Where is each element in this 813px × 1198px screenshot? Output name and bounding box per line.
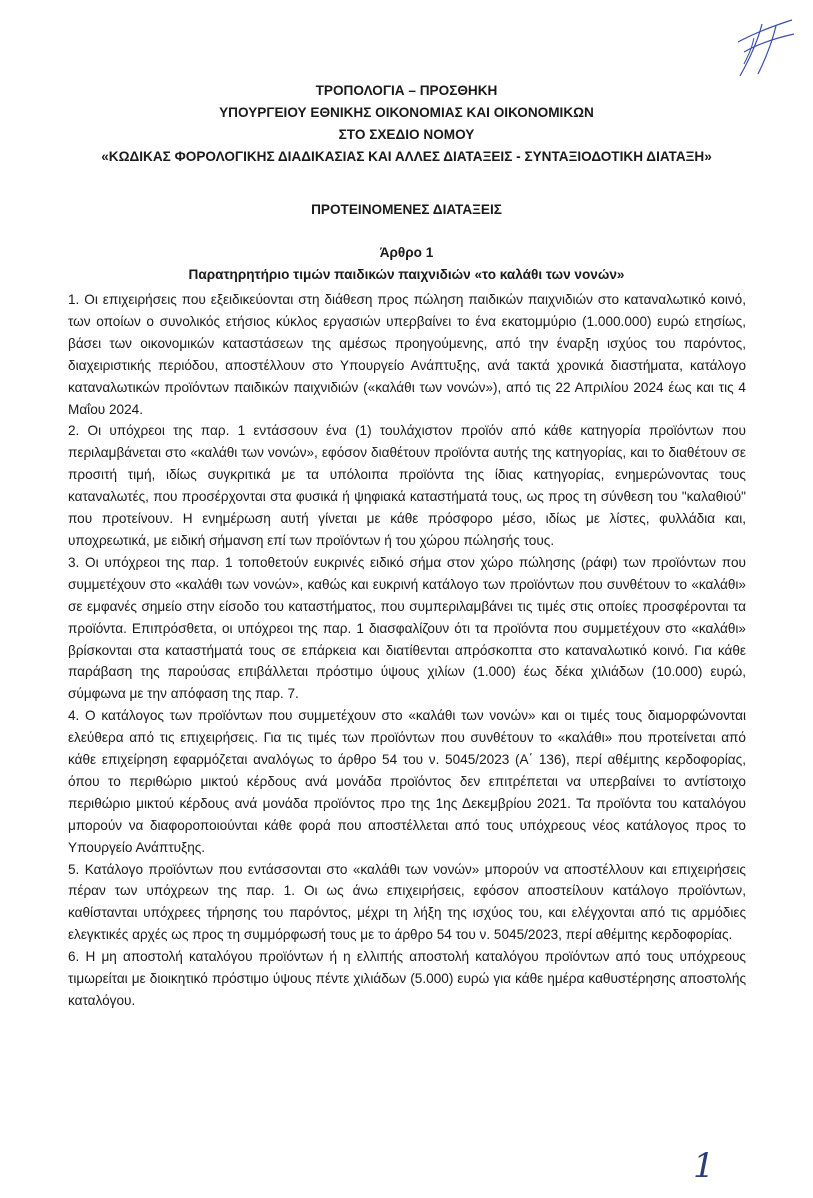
article-title: Παρατηρητήριο τιμών παιδικών παιχνιδιών «το καλάθι των νονών» xyxy=(188,267,625,282)
paragraph-2: 2. Οι υπόχρεοι της παρ. 1 εντάσσουν ένα (1) τουλάχιστον προϊόν από κάθε κατηγορία προϊόντων που περιλαμβάνεται στο «καλάθι των νονών», εφόσον διαθέτουν προϊόντα αυτής της κατηγορίας, και το διαθέτουν σε προσιτή τιμή, ιδίως συγκριτικά με τα υπόλοιπα προϊόντα της ίδιας κατηγορίας, ενημερώνοντας τους καταναλωτές, που προσέρχονται στα φυσικά ή ψηφιακά καταστήματά τους, ως προς τη σύνθεση του "καλαθιού" που προτείνουν. Η ενημέρωση αυτή γίνεται με κάθε πρόσφορο μέσο, ιδίως με λίστες, φυλλάδια και, υποχρεωτικά, με ειδική σήμανση επί των προϊόντων ή του χώρου πώλησής τους. xyxy=(68,423,746,548)
paragraph-3: 3. Οι υπόχρεοι της παρ. 1 τοποθετούν ευκρινές ειδικό σήμα στον χώρο πώλησης (ράφι) των προϊόντων που συμμετέχουν στο «καλάθι των νονών», καθώς και ευκρινή κατάλογο των προϊόντων που συνθέτουν το «καλάθι» σε εμφανές σημείο στην είσοδο του καταστήματος, που συμπεριλαμβάνει τις τιμές στις οποίες προσφέρονται τα προϊόντα. Επιπρόσθετα, οι υπόχρεοι της παρ. 1 διασφαλίζουν ότι τα προϊόντα που συμμετέχουν στο «καλάθι» βρίσκονται στα καταστήματά τους σε επάρκεια και διατίθενται απρόσκοπτα στο καταναλωτικό κοινό. Για κάθε παράβαση της παρούσας επιβάλλεται πρόστιμο ύψους χιλίων (1.000) έως δέκα χιλιάδων (10.000) ευρώ, σύμφωνα με την απόφαση της παρ. 7. xyxy=(68,554,746,702)
page-number: 1 xyxy=(693,1146,715,1186)
article-heading xyxy=(60,242,753,286)
paragraph-4: 4. Ο κατάλογος των προϊόντων που συμμετέχουν στο «καλάθι των νονών» και οι τιμές τους διαμορφώνονται ελεύθερα από τις επιχειρήσεις. Για τις τιμές των προϊόντων που συνθέτουν το «καλάθι» που προτείνεται από κάθε επιχείρηση εφαρμόζεται αναλόγως το άρθρο 54 του ν. 5045/2023 (Α΄ 136), περί αθέμιτης κερδοφορίας, όπου το περιθώριο μικτού κέρδους ανά μονάδα προϊόντος δεν επιτρέπεται να υπερβαίνει το αντίστοιχο περιθώριο μικτού κέρδους ανά μονάδα προϊόντος προ της 1ης Δεκεμβρίου 2021. Τα προϊόντα του καταλόγου μπορούν να διαφοροποιούνται κάθε φορά που αποστέλλεται από τους υπόχρεους νέος κατάλογος προς το Υπουργείο Ανάπτυξης. xyxy=(68,708,746,855)
paragraph-6: 6. Η μη αποστολή καταλόγου προϊόντων ή η ελλιπής αποστολή καταλόγου προϊόντων από τους υπόχρεους τιμωρείται με διοικητικό πρόστιμο ύψους πέντε χιλιάδων (5.000) ευρώ για κάθε ημέρα καθυστέρησης αποστολής καταλόγου. xyxy=(68,949,746,1008)
header-line-ministry: ΥΠΟΥΡΓΕΙΟΥ ΕΘΝΙΚΗΣ ΟΙΚΟΝΟΜΙΑΣ ΚΑΙ ΟΙΚΟΝΟΜΙΚΩΝ xyxy=(219,105,594,120)
header-line-draft-law: ΣΤΟ ΣΧΕΔΙΟ ΝΟΜΟΥ xyxy=(338,127,475,142)
article-body xyxy=(68,289,746,1012)
header-line-amendment: ΤΡΟΠΟΛΟΓΙΑ – ΠΡΟΣΘΗΚΗ xyxy=(315,83,498,98)
proposed-provisions-heading: ΠΡΟΤΕΙΝΟΜΕΝΕΣ ΔΙΑΤΑΞΕΙΣ xyxy=(311,202,502,217)
article-number: Άρθρο 1 xyxy=(379,245,434,260)
paragraph-5: 5. Κατάλογο προϊόντων που εντάσσονται στο «καλάθι των νονών» μπορούν να αποστέλλουν και επιχειρήσεις πέραν των υπόχρεων της παρ. 1. Οι ως άνω επιχειρήσεις, εφόσον αποστείλουν κατάλογο προϊόντων, καθίστανται υπόχρεες τήρησης του παρόντος, μέχρι τη λήξη της ισχύος του, και ελέγχονται από τις αρμόδιες ελεγκτικές αρχές ως προς τη συμμόρφωσή τους με το άρθρο 54 του ν. 5045/2023, περί αθέμιτης κερδοφορίας. xyxy=(68,861,746,943)
header-line-law-title: «ΚΩΔΙΚΑΣ ΦΟΡΟΛΟΓΙΚΗΣ ΔΙΑΔΙΚΑΣΙΑΣ ΚΑΙ ΑΛΛΕΣ ΔΙΑΤΑΞΕΙΣ - ΣΥΝΤΑΞΙΟΔΟΤΙΚΗ ΔΙΑΤΑΞΗ» xyxy=(101,149,712,164)
paragraph-1: 1. Οι επιχειρήσεις που εξειδικεύονται στη διάθεση προς πώληση παιδικών παιχνιδιών στο καταναλωτικό κοινό, των οποίων ο συνολικός ετήσιος κύκλος εργασιών υπερβαίνει το ένα εκατομμύριο (1.000.000) ευρώ ετησίως, βάσει των οικονομικών καταστάσεων της αμέσως προηγούμενης, από την έναρξη ισχύος του παρόντος, διαχειριστικής περιόδου, αποστέλλουν στο Υπουργείο Ανάπτυξης, ανά τακτά χρονικά διαστήματα, κατάλογο καταναλωτικών προϊόντων παιδικών παιχνιδιών («καλάθι των νονών»), από τις 22 Απριλίου 2024 έως και τις 4 Μαΐου 2024. xyxy=(68,292,746,417)
document-header xyxy=(60,80,753,168)
signature-mark xyxy=(718,12,798,82)
